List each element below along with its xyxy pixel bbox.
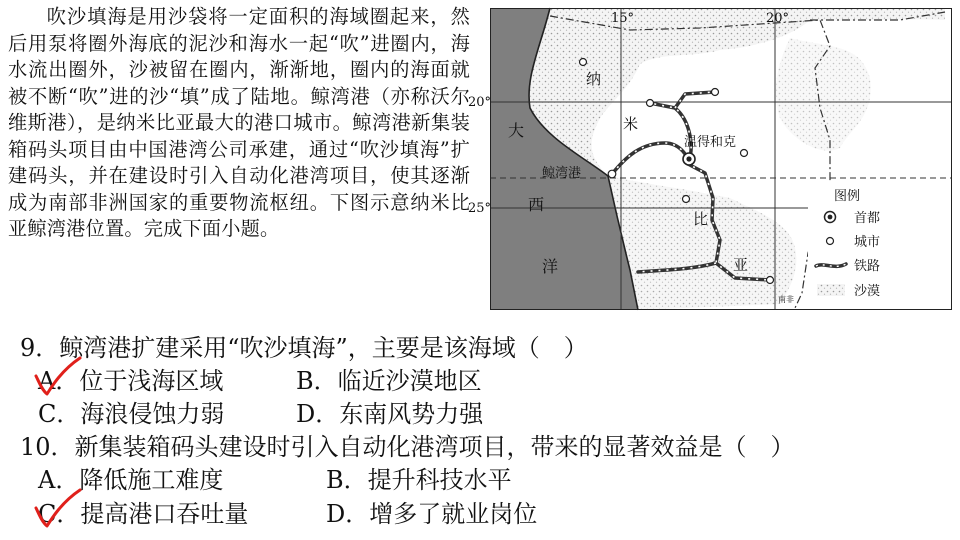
city-marker <box>767 277 774 284</box>
question-9-stem: 9．鲸湾港扩建采用“吹沙填海”，主要是该海域（ ） <box>20 334 588 362</box>
option-letter: D． <box>326 500 370 528</box>
lat-label-20: 20° <box>468 95 492 110</box>
passage-line-4: 内，渐渐地，圈内的海面就被不断“吹”进 <box>8 58 471 108</box>
legend-capital-label: 首都 <box>854 211 881 226</box>
city-marker <box>580 59 587 66</box>
question-10-option-a[interactable] <box>38 465 223 495</box>
option-text: 海浪侵蚀力弱 <box>80 400 225 428</box>
option-text: 降低施工难度 <box>79 466 224 494</box>
desert-kalahari <box>608 176 796 310</box>
passage-line-7: 港新集装箱码头项目由中国港湾公司承建， <box>8 111 470 161</box>
sea-label-yang: 洋 <box>542 257 559 276</box>
option-letter: A． <box>38 367 80 395</box>
option-letter: C． <box>38 500 81 528</box>
map-legend <box>808 182 952 310</box>
option-letter: C． <box>38 400 81 428</box>
passage-line-3: “吹”进圈内，海水流出圈外，沙被留在圈 <box>8 31 470 81</box>
country-label-ya: 亚 <box>733 256 749 274</box>
passage-line-5: 的沙“填”成了陆地。鲸湾港（亦称沃尔维 <box>8 84 470 134</box>
namibia-map <box>468 8 952 310</box>
neighbor-label: 南非 <box>778 295 794 304</box>
port-marker <box>608 170 616 178</box>
lat-label-25: 25° <box>468 201 492 216</box>
country-label-bi: 比 <box>693 210 709 228</box>
city-marker <box>712 89 719 96</box>
legend-desert-symbol <box>817 284 845 296</box>
legend-title: 图例 <box>834 189 861 204</box>
country-label-mi: 米 <box>623 115 639 133</box>
option-letter: D． <box>296 400 340 428</box>
question-10-option-d[interactable] <box>326 499 537 529</box>
question-10-option-c[interactable] <box>38 499 248 529</box>
option-text: 临近沙漠地区 <box>337 367 482 395</box>
city-marker <box>647 100 654 107</box>
passage-line-10: 国家的重要物流枢纽。下图示意纳米比亚鲸 <box>8 190 470 240</box>
sea-label-xi: 西 <box>528 195 545 214</box>
option-letter: B． <box>296 367 338 395</box>
passage-line-1: 吹沙填海是用沙袋将一定面积的海域圈起 <box>46 5 411 28</box>
city-marker <box>683 196 690 203</box>
passage-line-2: 来，然后用泵将圈外海底的泥沙和海水一起 <box>8 5 470 55</box>
passage-line-11: 湾港位置。完成下面小题。 <box>46 217 280 240</box>
option-text: 提升科技水平 <box>367 466 512 494</box>
legend-city-symbol <box>827 238 834 245</box>
question-10-stem: 10．新集装箱码头建设时引入自动化港湾项目，带来的显著效益是（ ） <box>20 433 795 461</box>
option-text: 东南风势力强 <box>339 400 484 428</box>
question-9-option-d[interactable] <box>296 399 483 429</box>
option-text: 提高港口吞吐量 <box>80 500 249 528</box>
question-10-option-b[interactable] <box>326 465 512 495</box>
lon-label-15: 15° <box>611 11 635 26</box>
legend-city-label: 城市 <box>854 235 881 250</box>
passage-line-9: 入自动化港湾项目，使其逐渐成为南部非洲 <box>8 164 470 214</box>
question-9-option-b[interactable] <box>296 366 482 396</box>
question-9-option-a[interactable] <box>38 366 223 396</box>
question-9-option-c[interactable] <box>38 399 224 429</box>
city-marker <box>741 150 748 157</box>
passage-line-6: 斯港），是纳米比亚最大的港口城市。鲸湾 <box>27 111 392 134</box>
country-label-na: 纳 <box>586 70 602 88</box>
sea-label-da: 大 <box>508 121 525 140</box>
legend-rail-label: 铁路 <box>854 259 881 274</box>
legend-desert-label: 沙漠 <box>854 284 881 299</box>
option-letter: A． <box>38 466 80 494</box>
port-label: 鲸湾港 <box>542 166 582 181</box>
desert-north <box>529 8 945 176</box>
reading-passage <box>8 4 470 243</box>
capital-marker <box>683 153 695 165</box>
option-text: 位于浅海区域 <box>79 367 224 395</box>
option-text: 增多了就业岗位 <box>369 500 538 528</box>
lon-label-20: 20° <box>766 11 790 26</box>
capital-label: 温得和克 <box>684 135 737 150</box>
passage-line-8: 通过“吹沙填海”扩建码头，并在建设时引 <box>8 137 470 187</box>
option-letter: B． <box>326 466 368 494</box>
